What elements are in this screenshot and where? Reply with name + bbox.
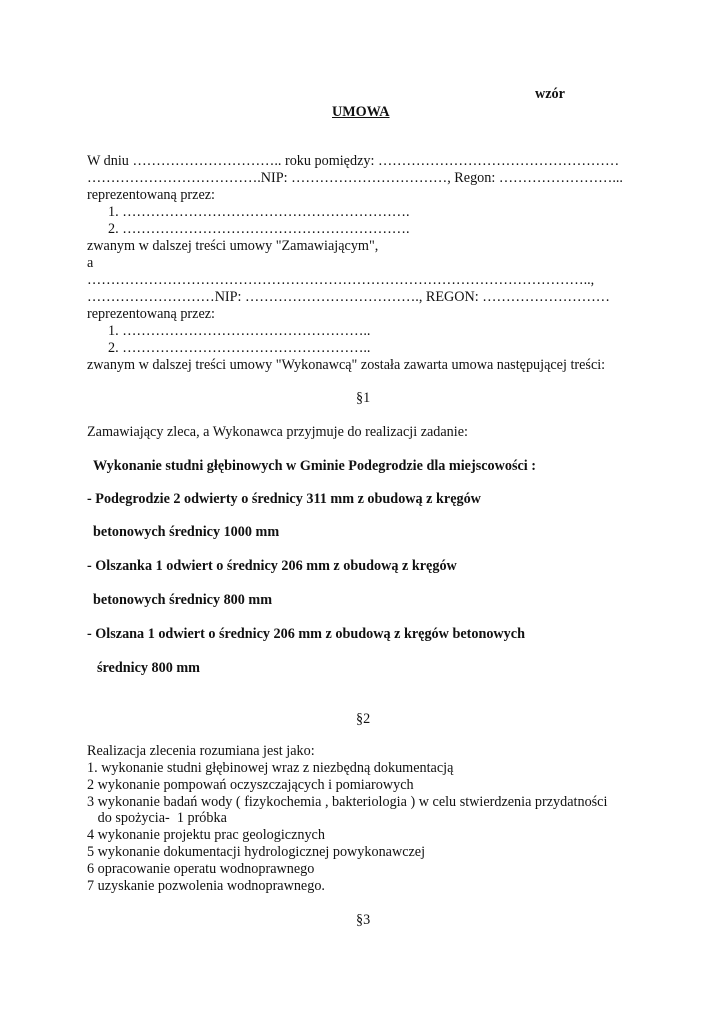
section-2-intro: Realizacja zlecenia rozumiana jest jako: <box>87 743 315 759</box>
task-item-olszana-cont: średnicy 800 mm <box>97 660 200 676</box>
ordering-party-definition: zwanym w dalszej treści umowy "Zamawiającym", <box>87 238 379 254</box>
task-item-olszanka-cont: betonowych średnicy 800 mm <box>93 592 273 608</box>
contractor-name-line: …………………………………………………………………………………………….., <box>87 272 595 288</box>
section-1-heading: §1 <box>356 390 371 406</box>
contractor-definition: zwanym w dalszej treści umowy "Wykonawcą" została zawarta umowa następującej treści: <box>87 357 606 373</box>
scope-item-3-cont: do spożycia- 1 próbka <box>87 810 227 826</box>
task-item-podegrodzie-cont: betonowych średnicy 1000 mm <box>93 524 280 540</box>
scope-item-1: 1. wykonanie studni głębinowej wraz z niezbędną dokumentacją <box>87 760 454 776</box>
represented-by-label: reprezentowaną przez: <box>87 187 215 203</box>
scope-item-2: 2 wykonanie pompowań oczyszczających i pomiarowych <box>87 777 414 793</box>
scope-item-6: 6 opracowanie operatu wodnoprawnego <box>87 861 315 877</box>
representative-line-1: 1. ……………………………………………………. <box>108 204 410 220</box>
document-title: UMOWA <box>332 104 390 120</box>
task-item-podegrodzie: - Podegrodzie 2 odwierty o średnicy 311 mm z obudową z kręgów <box>87 491 481 507</box>
template-label: wzór <box>535 86 565 102</box>
representative-line-2: 2. ……………………………………………………. <box>108 221 410 237</box>
section-3-heading: §3 <box>356 912 371 928</box>
scope-item-5: 5 wykonanie dokumentacji hydrologicznej powykonawczej <box>87 844 426 860</box>
contractor-representative-line-1: 1. …………………………………………….. <box>108 323 371 339</box>
scope-item-4: 4 wykonanie projektu prac geologicznych <box>87 827 325 843</box>
contractor-nip-line: ………………………NIP: ………………………………., REGON: ……………………… <box>87 289 610 305</box>
ordering-party-nip-line: ……………………………….NIP: ……………………………, Regon: ……………………... <box>87 170 623 186</box>
section-2-heading: §2 <box>356 711 371 727</box>
contractor-representative-line-2: 2. …………………………………………….. <box>108 340 371 356</box>
scope-item-3: 3 wykonanie badań wody ( fizykochemia , bakteriologia ) w celu stwierdzenia przydatności <box>87 794 608 810</box>
and-conjunction: a <box>87 255 94 271</box>
task-title: Wykonanie studni głębinowych w Gminie Podegrodzie dla miejscowości : <box>93 458 536 474</box>
represented-by-label-2: reprezentowaną przez: <box>87 306 215 322</box>
scope-item-7: 7 uzyskanie pozwolenia wodnoprawnego. <box>87 878 325 894</box>
date-parties-line: W dniu ………………………….. roku pomiędzy: …………………………………………… <box>87 153 620 169</box>
task-item-olszana: - Olszana 1 odwiert o średnicy 206 mm z obudową z kręgów betonowych <box>87 626 525 642</box>
task-item-olszanka: - Olszanka 1 odwiert o średnicy 206 mm z obudową z kręgów <box>87 558 457 574</box>
section-1-intro: Zamawiający zleca, a Wykonawca przyjmuje do realizacji zadanie: <box>87 424 468 440</box>
